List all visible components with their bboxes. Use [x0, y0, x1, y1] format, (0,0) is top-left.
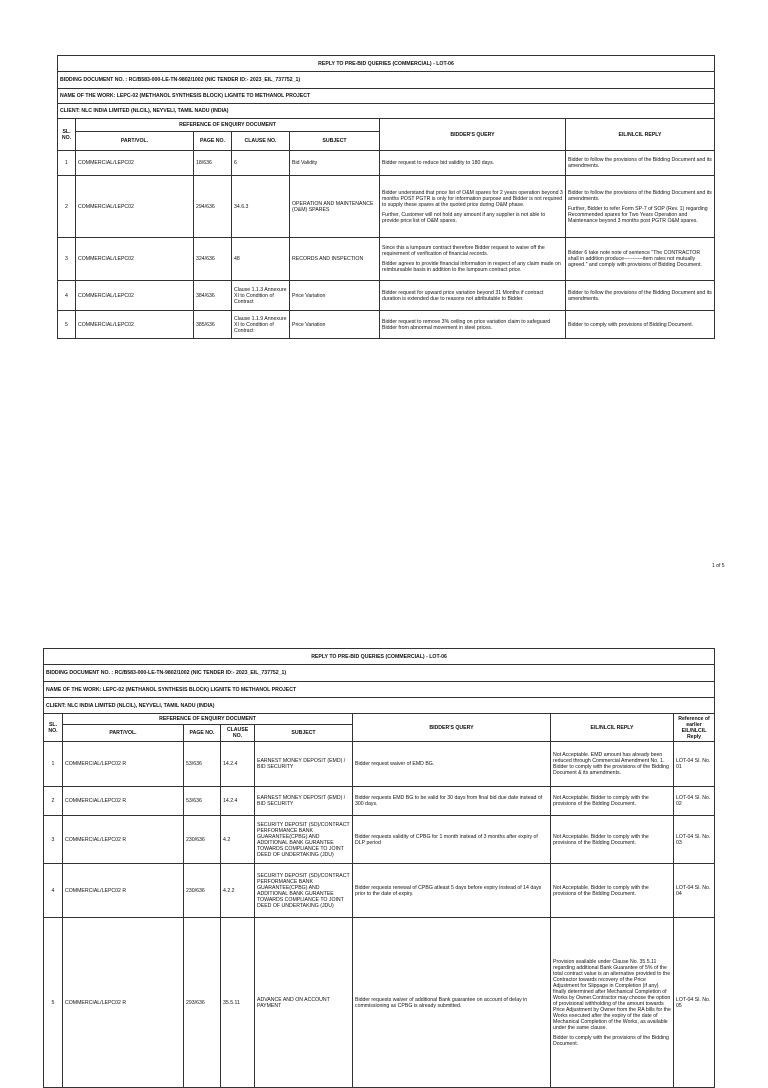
- cell-part-vol: COMMERCIAL/LEPC02 R: [63, 918, 184, 1088]
- cell-clause-no: Clause 1.1.3 Annexure XI to Condition of Contract: [232, 281, 290, 311]
- cell-part-vol: COMMERCIAL/LEPC02 R: [63, 864, 184, 918]
- cell-earlier-reply: LOT-04 Sl. No. 03: [674, 816, 715, 864]
- cell-part-vol: COMMERCIAL/LEPC02: [76, 176, 194, 238]
- cell-subject: Price Variation: [290, 311, 380, 339]
- table-row: [44, 918, 715, 1088]
- sheet-title: REPLY TO PRE-BID QUERIES (COMMERCIAL) - LOT-06: [58, 56, 715, 72]
- header-sl-no: SL. NO.: [58, 119, 76, 151]
- cell-sl-no: 4: [44, 864, 63, 918]
- cell-part-vol: COMMERCIAL/LEPC02 R: [63, 816, 184, 864]
- cell-bidders-query-paragraph: Bidder requests EMD BG to be valid for 30 days from final bid due date instead of 300 days.: [355, 795, 543, 807]
- cell-bidders-query: [380, 238, 566, 281]
- cell-reply-paragraph: Bidder to follow the provisions of the Bidding Document and its amendments.: [568, 157, 712, 169]
- header-reply: EIL/NLCIL REPLY: [551, 714, 674, 742]
- cell-sl-no: 1: [44, 742, 63, 787]
- cell-clause-no: 14.2.4: [221, 787, 255, 816]
- cell-earlier-reply: LOT-04 Sl. No. 04: [674, 864, 715, 918]
- cell-page-no: 293/636: [184, 918, 221, 1088]
- cell-bidders-query: [353, 787, 551, 816]
- cell-reply: [551, 816, 674, 864]
- cell-bidders-query-paragraph: Bidder agrees to provide financial information in respect of any claim made on reimbursable basis in addition to the lumpsum contract price.: [382, 261, 561, 273]
- client-name: CLIENT: NLC INDIA LIMITED (NLCIL), NEYVELI, TAMIL NADU (INDIA): [58, 104, 715, 119]
- header-earlier-reply: Reference of earlier EIL/NLCIL Reply: [674, 714, 715, 742]
- cell-part-vol: COMMERCIAL/LEPC02 R: [63, 742, 184, 787]
- table-row: [58, 151, 715, 176]
- cell-page-no: 18/636: [194, 151, 232, 176]
- header-page-no: PAGE NO.: [194, 132, 232, 151]
- cell-reply-paragraph: Not Acceptable. EMD amount has already been reduced through Commercial Amendment No. 1. Bidder to comply with the provisions of the Bidding Document & its amendments.: [553, 752, 669, 776]
- cell-subject: RECORDS AND INSPECTION: [290, 238, 380, 281]
- cell-bidders-query-paragraph: Bidder request to remove 3% ceiling on price variation claim to safeguard Bidder from abnormal movement in steel prices.: [382, 318, 551, 331]
- cell-subject: SECURITY DEPOSIT (SD)/CONTRACT PERFORMANCE BANK GUARANTEE(CPBG) AND ADDITIONAL BANK GURANTEE TOWARDS COMPLIANCE TO JOINT DEED OF UNDERTAKING (JDU): [255, 816, 353, 864]
- query-table-page-2: [43, 648, 715, 1088]
- header-reference: REFERENCE OF ENQUIRY DOCUMENT: [76, 119, 380, 132]
- cell-sl-no: 3: [58, 238, 76, 281]
- header-page-no: PAGE NO.: [184, 725, 221, 742]
- cell-bidders-query-paragraph: Bidder request for upward price variation beyond 31 Months if contract duration is extended due to reasons not attributable to Bidder.: [382, 289, 544, 302]
- cell-reply: [566, 311, 715, 339]
- work-name: NAME OF THE WORK: LEPC-02 (METHANOL SYNTHESIS BLOCK) LIGNITE TO METHANOL PROJECT: [58, 89, 715, 104]
- cell-page-no: 53/636: [184, 742, 221, 787]
- cell-reply: [551, 787, 674, 816]
- cell-clause-no: 4.2.2: [221, 864, 255, 918]
- cell-reply-paragraph: Bidder 6 take note note of sentence "The CONTRACTOR shall in addition produce-----------item rates not mutually agreed." and comply with provisions of Bidding Document.: [568, 250, 702, 268]
- cell-subject: Price Variation: [290, 281, 380, 311]
- cell-page-no: 53/636: [184, 787, 221, 816]
- table-row: [44, 816, 715, 864]
- cell-reply-paragraph: Bidder to follow the provisions of the Bidding Document and its amendments.: [568, 289, 712, 302]
- cell-bidders-query: [380, 311, 566, 339]
- cell-reply: [551, 864, 674, 918]
- table-row: [44, 864, 715, 918]
- header-clause-no: CLAUSE NO.: [221, 725, 255, 742]
- header-bidders-query: BIDDER'S QUERY: [353, 714, 551, 742]
- cell-sl-no: 2: [44, 787, 63, 816]
- cell-subject: OPERATION AND MAINTENANCE (O&M) SPARES: [290, 176, 380, 238]
- cell-clause-no: Clause 1.1.9 Annexure XI to Condition of Contract: [232, 311, 290, 339]
- cell-bidders-query-paragraph: Bidder request to reduce bid validity to 180 days.: [382, 160, 495, 166]
- header-part-vol: PART/VOL.: [63, 725, 184, 742]
- cell-bidders-query: [353, 918, 551, 1088]
- cell-page-no: 384/636: [194, 281, 232, 311]
- cell-part-vol: COMMERCIAL/LEPC02: [76, 311, 194, 339]
- cell-clause-no: 34.6.3: [232, 176, 290, 238]
- cell-bidders-query-paragraph: Further, Customer will not hold any amount if any supplier is not able to provide price list of O&M spares.: [382, 211, 546, 224]
- client-name: CLIENT: NLC INDIA LIMITED (NLCIL), NEYVELI, TAMIL NADU (INDIA): [44, 698, 715, 714]
- cell-bidders-query-paragraph: Bidder understand that price list of O&M spares for 2 years operation beyond 3 months POST PGTR is only for information purpose and Bidder is not required to supply these spares at the quoted price during O&M phase.: [382, 189, 563, 208]
- bidding-document-number: BIDDING DOCUMENT NO. : RC/B583-000-LE-TN-9802/1002 (NIC TENDER ID:- 2023_EIL_737752_1): [58, 72, 715, 89]
- header-clause-no: CLAUSE NO.: [232, 132, 290, 151]
- cell-clause-no: 6: [232, 151, 290, 176]
- cell-sl-no: 1: [58, 151, 76, 176]
- cell-reply-paragraph: Provision available under Clause No. 35.5.11 regarding additional Bank Guarantee of 5% of the total contract value is an alternative provided to the Contractor towards recovery of the Price Adjustment for Slippage in Completion (if any) finally determined after Mechanical Completion of Works by Owner.Contractor may choose the option of provisional withholding of the amount towards Price Adjustment by Owner from the RA bills for the Works executed after the expiry of the date of Mechanical Completion of the Works, as available under the same clause.: [553, 958, 671, 1031]
- cell-earlier-reply: LOT-04 Sl. No. 05: [674, 918, 715, 1088]
- table-row: [58, 311, 715, 339]
- header-reply: EIL/NLCIL REPLY: [566, 119, 715, 151]
- cell-bidders-query: [353, 864, 551, 918]
- cell-reply: [566, 151, 715, 176]
- table-row: [58, 238, 715, 281]
- page-number: 1 of 5: [712, 563, 725, 569]
- cell-clause-no: 14.2.4: [221, 742, 255, 787]
- cell-sl-no: 5: [58, 311, 76, 339]
- cell-subject: Bid Validity: [290, 151, 380, 176]
- cell-subject: EARNEST MONEY DEPOSIT (EMD) / BID SECURITY: [255, 742, 353, 787]
- cell-sl-no: 3: [44, 816, 63, 864]
- cell-subject: SECURITY DEPOSIT (SD)/CONTRACT PERFORMANCE BANK GUARANTEE(CPBG) AND ADDITIONAL BANK GURANTEE TOWARDS COMPLIANCE TO JOINT DEED OF UNDERTAKING (JDU): [255, 864, 353, 918]
- header-sl-no: SL. NO.: [44, 714, 63, 742]
- cell-bidders-query: [380, 281, 566, 311]
- cell-reply-paragraph: Bidder to comply with the provisions of the Bidding Document.: [553, 1034, 669, 1047]
- header-part-vol: PART/VOL.: [76, 132, 194, 151]
- cell-reply: [566, 238, 715, 281]
- bidding-document-number: BIDDING DOCUMENT NO. : RC/B583-000-LE-TN-9802/1002 (NIC TENDER ID:- 2023_EIL_737752_1): [44, 665, 715, 682]
- cell-reply-paragraph: Further, Bidder to refer Form SP-7 of SOP (Rev. 1) regarding Recommended spares for Two Years Operation and Maintenance beyond 3 months post PGTR O&M spares.: [568, 205, 708, 224]
- table-body: [44, 742, 715, 1088]
- cell-reply: [566, 281, 715, 311]
- cell-page-no: 385/636: [194, 311, 232, 339]
- cell-reply: [566, 176, 715, 238]
- cell-reply: [551, 742, 674, 787]
- cell-earlier-reply: LOT-04 Sl. No. 01: [674, 742, 715, 787]
- cell-bidders-query: [380, 176, 566, 238]
- cell-reply-paragraph: Not Acceptable. Bidder to comply with the provisions of the Bidding Document.: [553, 884, 649, 897]
- work-name: NAME OF THE WORK: LEPC-02 (METHANOL SYNTHESIS BLOCK) LIGNITE TO METHANOL PROJECT: [44, 682, 715, 698]
- cell-subject: EARNEST MONEY DEPOSIT (EMD) / BID SECURITY: [255, 787, 353, 816]
- cell-reply-paragraph: Bidder to comply with provisions of Bidding Document.: [568, 321, 694, 328]
- query-table-page-1: [57, 55, 715, 339]
- cell-page-no: 294/636: [194, 176, 232, 238]
- cell-bidders-query-paragraph: Bidder requests waiver of additional Bank guarantee on account of delay in commissioning as CPBG is already submitted.: [355, 996, 528, 1009]
- header-subject: SUBJECT: [290, 132, 380, 151]
- cell-sl-no: 4: [58, 281, 76, 311]
- header-reference: REFERENCE OF ENQUIRY DOCUMENT: [63, 714, 353, 725]
- cell-sl-no: 5: [44, 918, 63, 1088]
- cell-part-vol: COMMERCIAL/LEPC02: [76, 151, 194, 176]
- header-bidders-query: BIDDER'S QUERY: [380, 119, 566, 151]
- cell-earlier-reply: LOT-04 Sl. No. 02: [674, 787, 715, 816]
- cell-clause-no: 4.2: [221, 816, 255, 864]
- table-row: [58, 281, 715, 311]
- table-row: [44, 742, 715, 787]
- cell-bidders-query-paragraph: Bidder requests validity of CPBG for 1 month instead of 3 months after expiry of DLP period: [355, 833, 538, 846]
- cell-reply: [551, 918, 674, 1088]
- cell-bidders-query: [353, 816, 551, 864]
- cell-part-vol: COMMERCIAL/LEPC02 R: [63, 787, 184, 816]
- sheet-title: REPLY TO PRE-BID QUERIES (COMMERCIAL) - LOT-06: [44, 649, 715, 665]
- cell-bidders-query-paragraph: Since this a lumpsum contract therefore Bidder request to waive off the requirement of verification of financial records.: [382, 245, 545, 257]
- cell-bidders-query: [380, 151, 566, 176]
- cell-reply-paragraph: Bidder to follow the provisions of the Bidding Document and its amendments.: [568, 189, 712, 202]
- table-row: [58, 176, 715, 238]
- cell-subject: ADVANCE AND ON ACCOUNT PAYMENT: [255, 918, 353, 1088]
- cell-bidders-query-paragraph: Bidder request waiver of EMD BG.: [355, 761, 435, 767]
- cell-part-vol: COMMERCIAL/LEPC02: [76, 281, 194, 311]
- cell-bidders-query-paragraph: Bidder requests renewal of CPBG atleast 5 days before expiry instead of 14 days prior to the date of expiry.: [355, 884, 542, 897]
- cell-sl-no: 2: [58, 176, 76, 238]
- cell-bidders-query: [353, 742, 551, 787]
- table-row: [44, 787, 715, 816]
- cell-clause-no: 48: [232, 238, 290, 281]
- cell-page-no: 324/636: [194, 238, 232, 281]
- cell-part-vol: COMMERCIAL/LEPC02: [76, 238, 194, 281]
- header-subject: SUBJECT: [255, 725, 353, 742]
- cell-reply-paragraph: Not Acceptable. Bidder to comply with the provisions of the Bidding Document.: [553, 833, 649, 846]
- table-body: [58, 151, 715, 339]
- cell-page-no: 230/636: [184, 864, 221, 918]
- cell-clause-no: 35.5.11: [221, 918, 255, 1088]
- cell-reply-paragraph: Not Acceptable. Bidder to comply with the provisions of the Bidding Document.: [553, 795, 649, 807]
- cell-page-no: 230/636: [184, 816, 221, 864]
